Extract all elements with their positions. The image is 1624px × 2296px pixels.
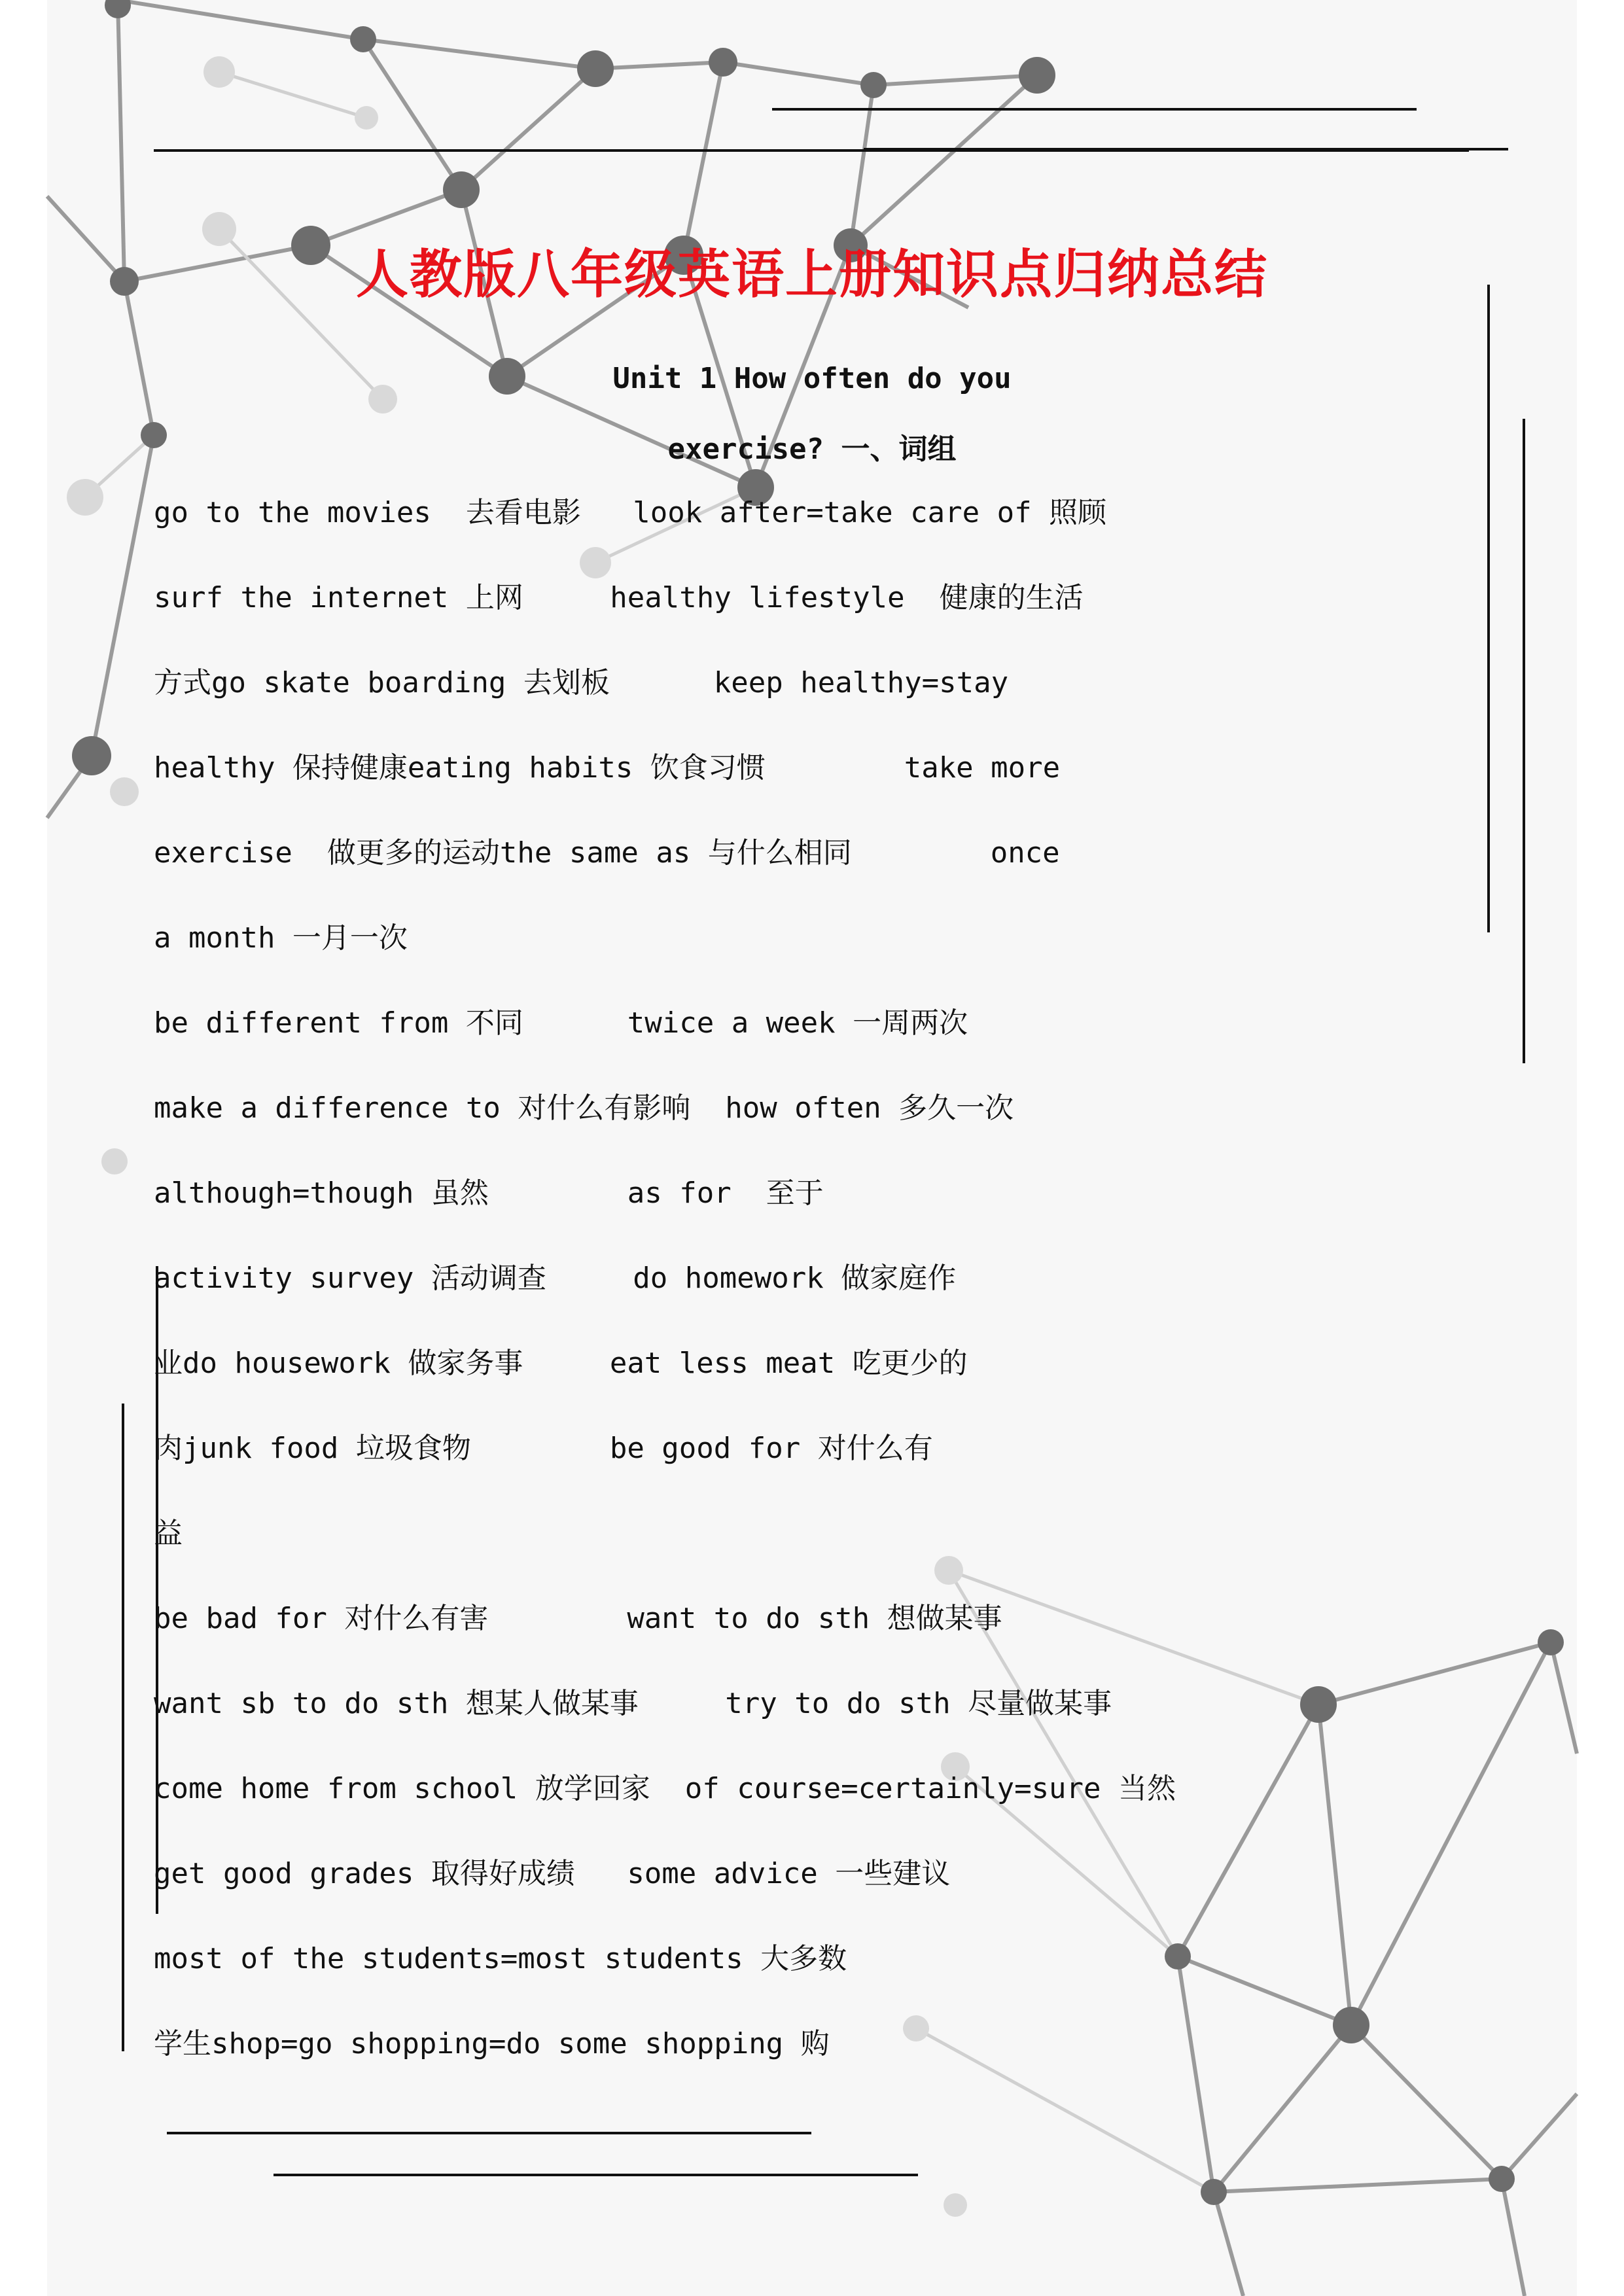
top-rule-short: [772, 108, 1417, 111]
vocab-line: most of the students=most students 大多数: [154, 1942, 847, 1975]
vocab-line: be different from 不同 twice a week 一周两次: [154, 1006, 968, 1040]
document-title: 人教版八年级英语上册知识点归纳总结: [356, 243, 1268, 305]
left-vertical-rule-2: [122, 1404, 124, 2051]
vocab-line: 学生shop=go shopping=do some shopping 购: [154, 2027, 830, 2060]
vocab-line: make a difference to 对什么有影响 how often 多久一次: [154, 1091, 1014, 1125]
bottom-rule-1: [167, 2132, 811, 2134]
vocab-line: 肉junk food 垃圾食物 be good for 对什么有: [154, 1432, 933, 1465]
vocab-line: 业do housework 做家务事 eat less meat 吃更少的: [154, 1347, 968, 1380]
unit-heading-line-2: exercise? 一、词组: [667, 433, 957, 466]
vocab-line: 方式go skate boarding 去划板 keep healthy=stay: [154, 666, 1009, 699]
vocab-line: activity survey 活动调查 do homework 做家庭作: [154, 1262, 957, 1295]
right-vertical-rule-2: [1523, 419, 1525, 1063]
top-rule-right: [864, 148, 1508, 150]
vocab-line: be bad for 对什么有害 want to do sth 想做某事: [154, 1602, 1002, 1635]
bottom-rule-2: [274, 2174, 918, 2176]
vocab-line: go to the movies 去看电影 look after=take care of 照顾: [154, 496, 1107, 529]
vocab-line: get good grades 取得好成绩 some advice 一些建议: [154, 1857, 951, 1890]
vocab-line: a month 一月一次: [154, 921, 408, 955]
unit-heading-line-1: Unit 1 How often do you: [612, 362, 1012, 395]
vocab-line: want sb to do sth 想某人做某事 try to do sth 尽量做某事: [154, 1687, 1112, 1720]
vocab-line: exercise 做更多的运动the same as 与什么相同 once: [154, 836, 1060, 870]
vocab-line: come home from school 放学回家 of course=certainly=sure 当然: [154, 1772, 1176, 1805]
vocab-line: 益: [154, 1517, 183, 1550]
vocab-line: surf the internet 上网 healthy lifestyle 健康的生活: [154, 581, 1084, 614]
vocab-line: healthy 保持健康eating habits 饮食习惯 take more: [154, 751, 1061, 785]
vocab-line: although=though 虽然 as for 至于: [154, 1176, 824, 1210]
